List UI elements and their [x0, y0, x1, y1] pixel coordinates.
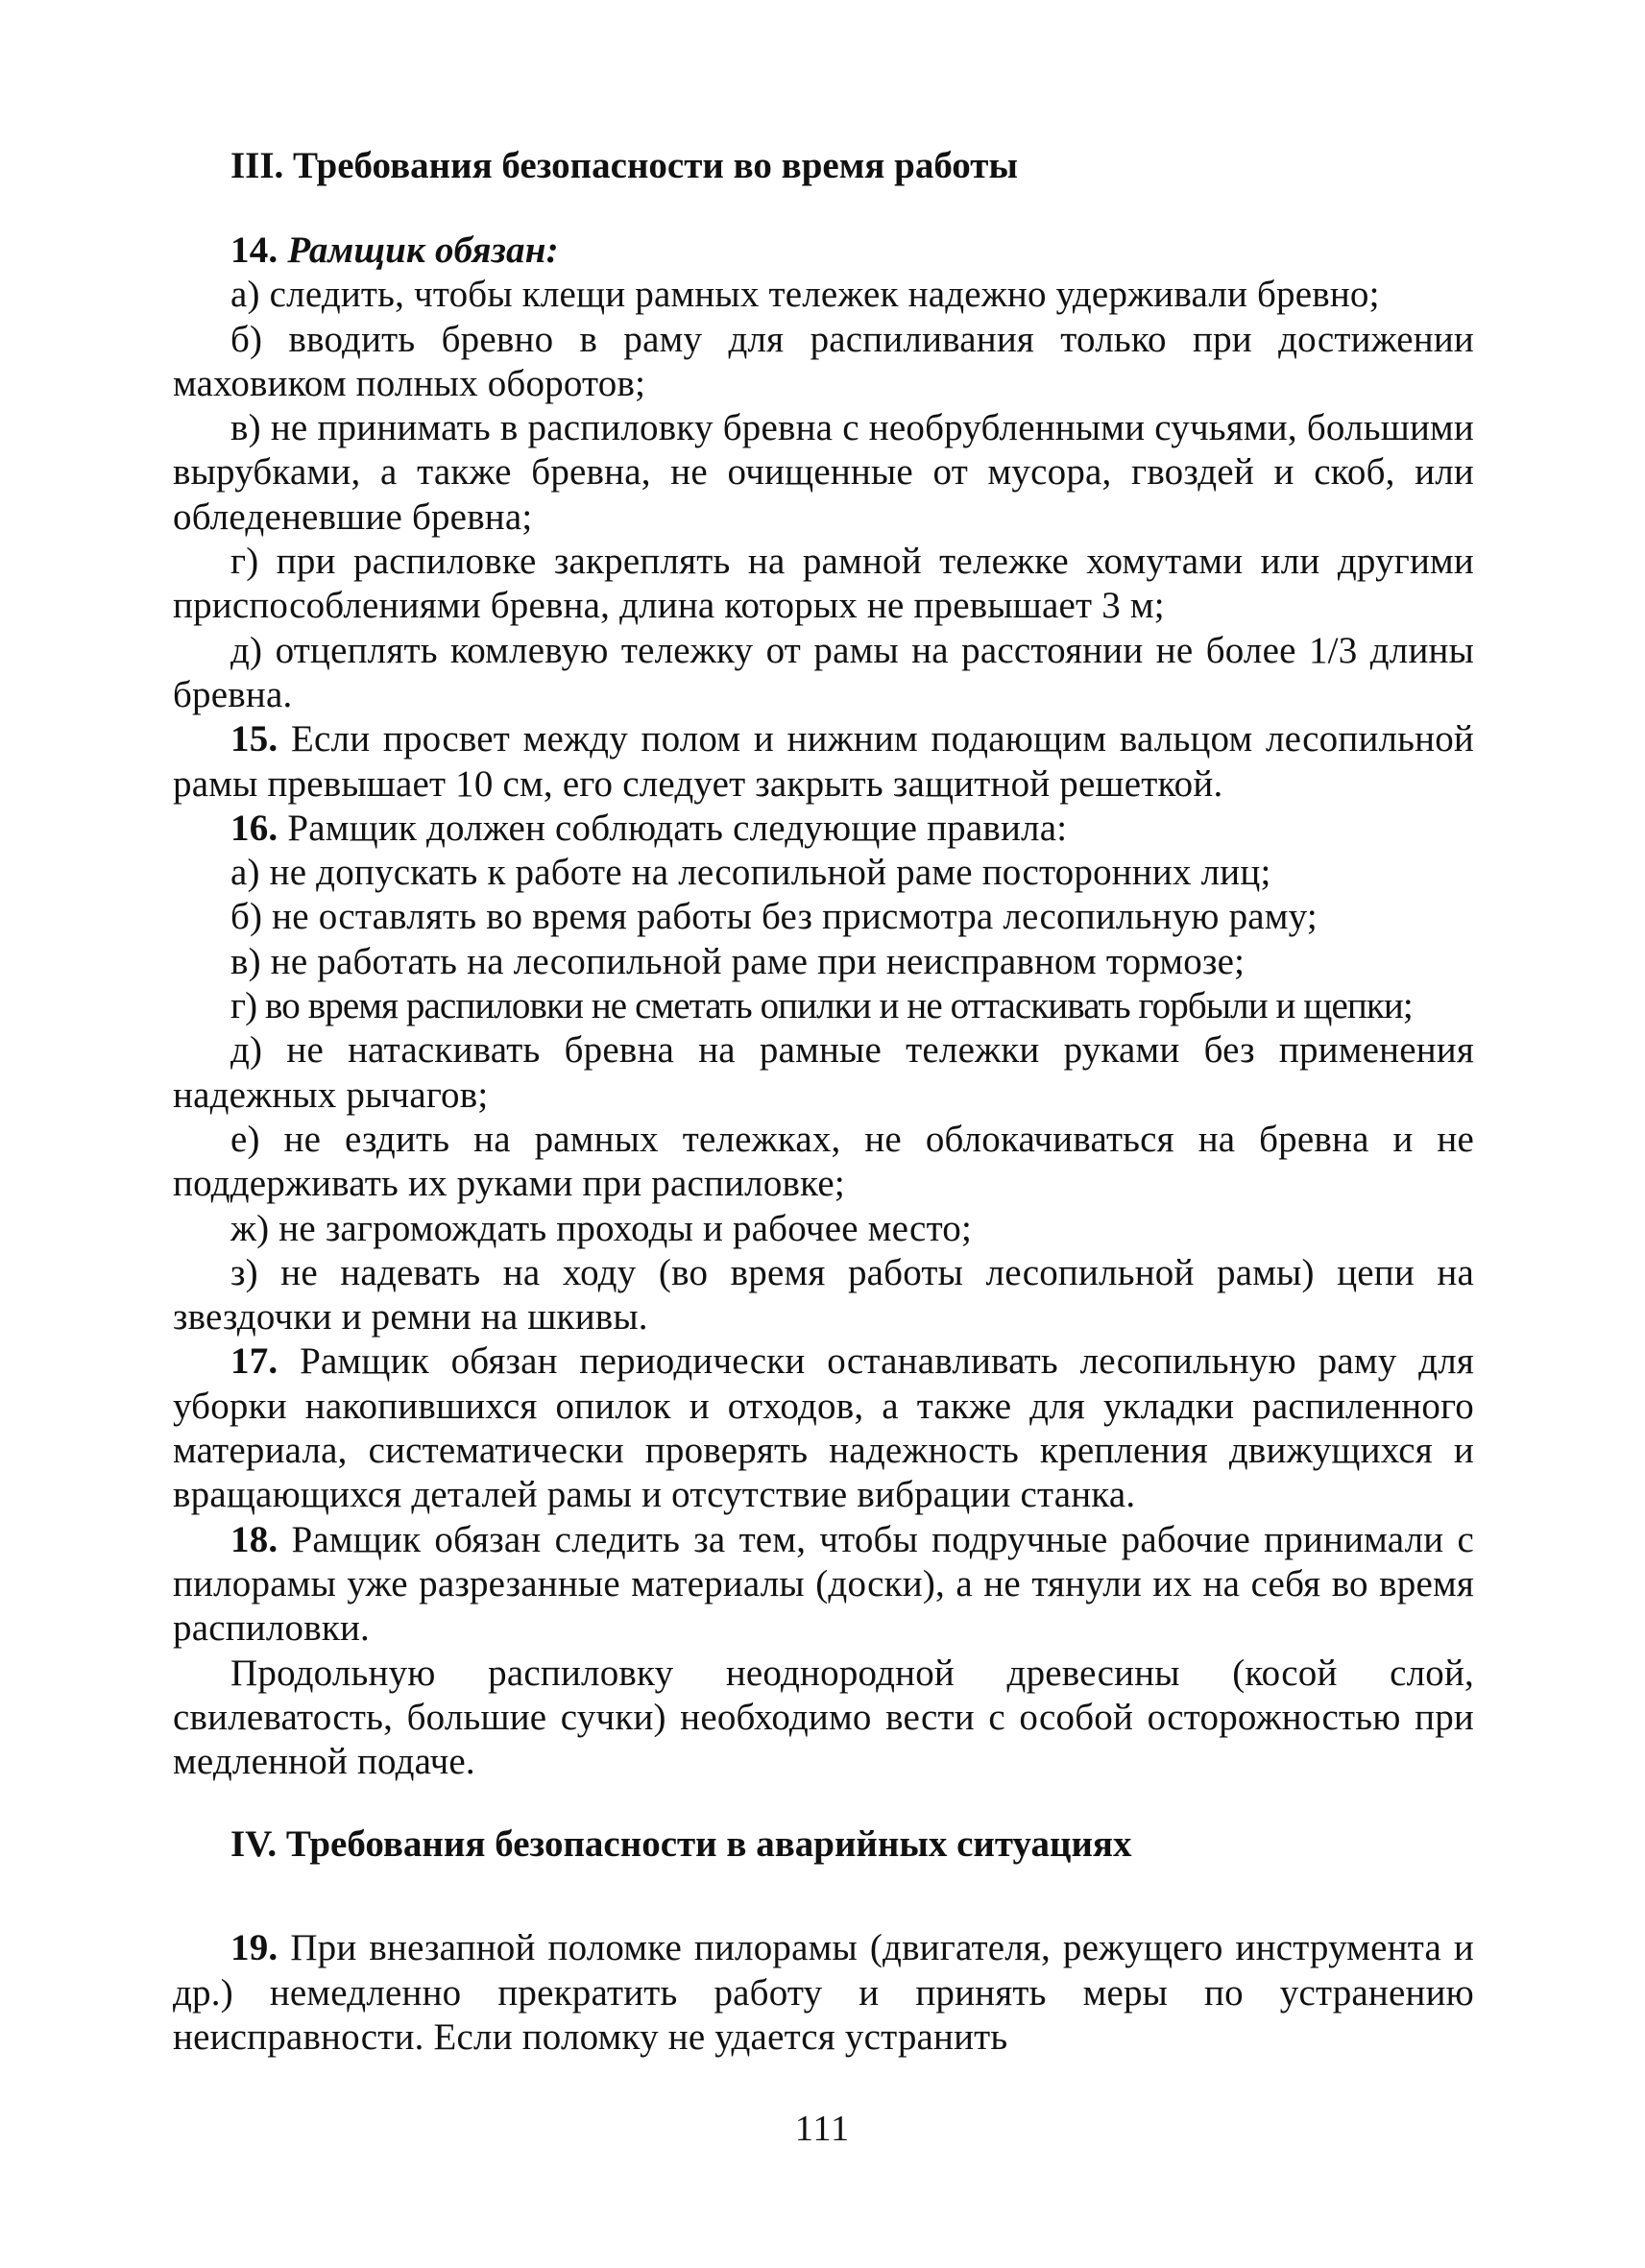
paragraph-label: Рамщик обязан: [287, 229, 559, 271]
paragraph-18-extra: Продольную распиловку неоднородной древесины (косой слой, свилеватость, большие сучки) необходимо вести с особой осторожностью при медленной подаче. [173, 1652, 1474, 1783]
item-16f: е) не ездить на рамных тележках, не облокачиваться на бревна и не поддерживать их руками при распиловке; [173, 1118, 1474, 1205]
paragraph-number: 17. [230, 1340, 278, 1383]
item-16c: в) не работать на лесопильной раме при неисправном тормозе; [230, 940, 1246, 982]
paragraph-number: 16. [230, 807, 278, 849]
item-16d: г) во время распиловки не сметать опилки и не оттаскивать горбыли и щепки; [230, 985, 1413, 1027]
paragraph-text: Рамщик должен соблюдать следующие правила: [287, 807, 1068, 849]
paragraph-number: 14. [230, 229, 278, 271]
item-16e: д) не натаскивать бревна на рамные тележки руками без применения надежных рычагов; [173, 1029, 1474, 1116]
item-14c: в) не принимать в распиловку бревна с необрубленными сучьями, большими вырубками, а также бревна, не очищенные от мусора, гвоздей и скоб, или обледеневшие бревна; [173, 407, 1474, 538]
paragraph-text: Если просвет между полом и нижним подающим вальцом лесопильной рамы превышает 10 см, его следует закрыть защитной решеткой. [173, 718, 1475, 805]
item-16g: ж) не загромождать проходы и рабочее место; [230, 1207, 973, 1249]
document-page [173, 144, 1474, 2060]
item-14d: г) при распиловке закреплять на рамной тележке хомутами или другими приспособлениями бревна, длина которых не превышает 3 м; [173, 541, 1474, 627]
page-number: 111 [794, 2109, 851, 2149]
paragraph-number: 19. [230, 1927, 278, 1969]
paragraph-17 [173, 1339, 1474, 1517]
section-heading-3: III. Требования безопасности во время работы [230, 145, 1018, 186]
paragraph-19 [173, 1926, 1474, 2060]
paragraph-14 [173, 229, 1474, 273]
paragraph-16 [173, 807, 1474, 851]
item-16b: б) не оставлять во время работы без присмотра лесопильную раму; [230, 896, 1318, 938]
item-14b: б) вводить бревно в раму для распиливания только при достижении маховиком полных оборотов; [173, 318, 1474, 404]
item-16a: а) не допускать к работе на лесопильной раме посторонних лиц; [230, 852, 1271, 894]
paragraph-text: Рамщик обязан периодически останавливать лесопильную раму для уборки накопившихся опилок и отходов, а также для укладки распиленного материала, систематически проверять надежность крепления движущихся и вращающихся деталей рамы и отсутствие вибрации станка. [173, 1340, 1474, 1516]
paragraph-number: 15. [230, 718, 278, 760]
paragraph-number: 18. [230, 1518, 278, 1560]
item-14e: д) отцеплять комлевую тележку от рамы на расстоянии не более 1/3 длины бревна. [173, 629, 1474, 715]
paragraph-18 [173, 1518, 1474, 1652]
paragraph-text: При внезапной поломке пилорамы (двигателя, режущего инструмента и др.) немедленно прекратить работу и принять меры по устранению неисправности. Если поломку не удается устранить [173, 1927, 1474, 2058]
item-16h: з) не надевать на ходу (во время работы лесопильной рамы) цепи на звездочки и ремни на шкивы. [173, 1251, 1474, 1339]
item-14a: а) следить, чтобы клещи рамных тележек надежно удерживали бревно; [230, 274, 1380, 316]
paragraph-text: Рамщик обязан следить за тем, чтобы подручные рабочие принимали с пилорамы уже разрезанные материалы (доски), а не тянули их на себя во время распиловки. [173, 1518, 1474, 1650]
section-heading-4: IV. Требования безопасности в аварийных ситуациях [230, 1823, 1132, 1866]
paragraph-15 [173, 717, 1474, 807]
